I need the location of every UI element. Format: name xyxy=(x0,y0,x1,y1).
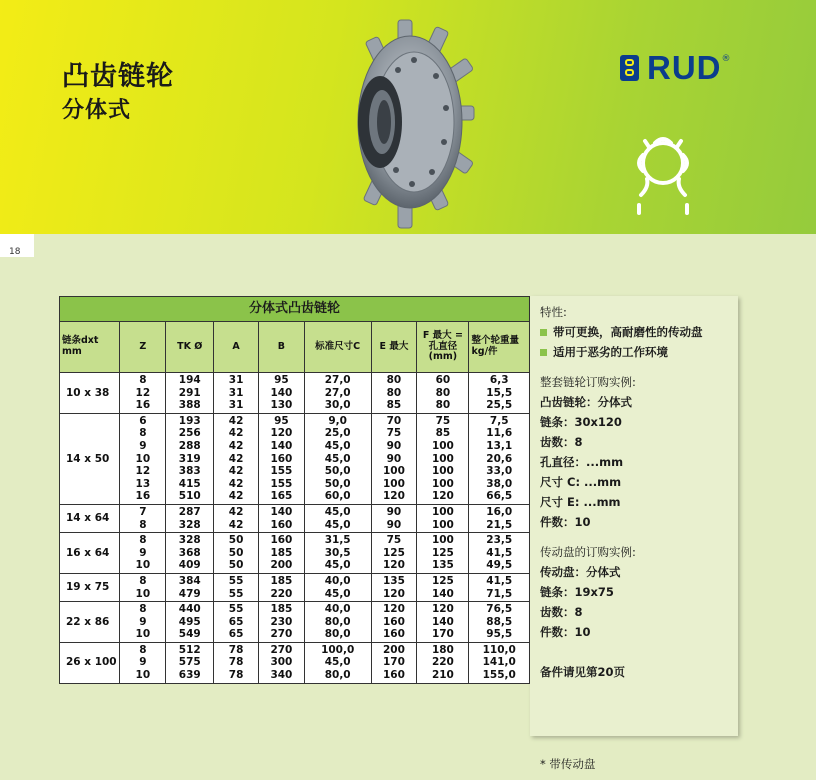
cell-chain: 16 x 64 xyxy=(60,533,120,574)
cell-value: 38,0 xyxy=(486,477,513,490)
cell-value: 193 xyxy=(178,414,201,427)
cell-value: 10 xyxy=(135,669,151,682)
cell-value: 10 xyxy=(135,587,151,600)
cell-w xyxy=(469,413,530,504)
cell-w xyxy=(469,642,530,683)
cell-value: 383 xyxy=(178,465,201,478)
cell-b xyxy=(258,573,304,601)
order1-title: 整套链轮订购实例: xyxy=(540,375,636,389)
cell-e xyxy=(371,504,417,532)
page-title: 凸齿链轮 xyxy=(62,61,174,92)
cell-value: 10 xyxy=(135,452,151,465)
cell-value: 130 xyxy=(270,399,293,412)
cell-w xyxy=(469,602,530,643)
cell-value: 31 xyxy=(228,374,244,386)
cell-f xyxy=(417,642,469,683)
cell-value: 180 xyxy=(431,643,454,656)
page-subtitle: 分体式 xyxy=(62,98,132,123)
header-b: B xyxy=(258,322,304,373)
cell-value: 100 xyxy=(431,534,454,547)
cell-value: 160 xyxy=(382,669,405,682)
cell-value: 7,5 xyxy=(489,414,509,427)
cell-z xyxy=(120,573,166,601)
cell-value: 41,5 xyxy=(486,546,513,559)
cell-f xyxy=(417,573,469,601)
cell-value: 100 xyxy=(382,465,405,478)
cell-value: 100 xyxy=(382,477,405,490)
header-c: 标准尺寸C xyxy=(304,322,371,373)
cell-value: 120 xyxy=(270,427,293,440)
cell-value: 270 xyxy=(270,628,293,641)
cell-value: 6,3 xyxy=(489,374,509,386)
cell-z xyxy=(120,373,166,414)
cell-value: 31 xyxy=(228,399,244,412)
cell-value: 42 xyxy=(228,414,244,427)
cell-value: 8 xyxy=(139,427,147,440)
cell-tk xyxy=(166,602,214,643)
cell-value: 55 xyxy=(228,574,244,587)
order2-line: 传动盘：分体式 xyxy=(540,565,621,579)
cell-value: 75 xyxy=(386,534,402,547)
cell-value: 140 xyxy=(431,587,454,600)
cell-b xyxy=(258,413,304,504)
table-row xyxy=(60,413,530,504)
cell-value: 40,0 xyxy=(324,603,351,616)
cell-value: 20,6 xyxy=(486,452,513,465)
cell-e xyxy=(371,533,417,574)
order2-title: 传动盘的订购实例: xyxy=(540,545,636,559)
cell-value: 78 xyxy=(228,643,244,656)
cell-value: 8 xyxy=(139,603,147,616)
cell-b xyxy=(258,533,304,574)
cell-value: 125 xyxy=(382,546,405,559)
cell-value: 328 xyxy=(178,534,201,547)
cell-value: 65 xyxy=(228,615,244,628)
table-row xyxy=(60,642,530,683)
cell-value: 165 xyxy=(270,490,293,503)
cell-value: 71,5 xyxy=(486,587,513,600)
cell-value: 42 xyxy=(228,518,244,531)
cell-value: 9 xyxy=(139,656,147,669)
cell-chain: 14 x 50 xyxy=(60,413,120,504)
cell-e xyxy=(371,642,417,683)
cell-value: 100 xyxy=(431,505,454,518)
cell-tk xyxy=(166,573,214,601)
cell-value: 95 xyxy=(274,374,289,386)
cell-value: 78 xyxy=(228,669,244,682)
cell-value: 160 xyxy=(270,534,293,547)
cell-chain: 26 x 100 xyxy=(60,642,120,683)
cell-value: 288 xyxy=(178,439,201,452)
cell-value: 10 xyxy=(135,559,151,572)
features-title: 特性: xyxy=(540,305,567,319)
cell-value: 42 xyxy=(228,505,244,518)
cell-value: 80,0 xyxy=(324,669,351,682)
cell-value: 110,0 xyxy=(482,643,516,656)
cell-value: 75 xyxy=(386,427,402,440)
cell-f xyxy=(417,413,469,504)
page-number: 18 xyxy=(9,247,21,257)
cell-value: 440 xyxy=(178,603,201,616)
cell-value: 170 xyxy=(382,656,405,669)
cell-chain: 22 x 86 xyxy=(60,602,120,643)
order1-line: 件数：10 xyxy=(540,515,591,529)
feature-item: 适用于恶劣的工作环境 xyxy=(540,342,728,362)
cell-e xyxy=(371,602,417,643)
order2-line: 齿数：8 xyxy=(540,605,583,619)
cell-value: 155,0 xyxy=(482,669,516,682)
cell-value: 160 xyxy=(382,628,405,641)
cell-value: 160 xyxy=(382,615,405,628)
cell-value: 200 xyxy=(382,643,405,656)
cell-value: 45,0 xyxy=(324,518,351,531)
cell-b xyxy=(258,642,304,683)
cell-value: 140 xyxy=(270,439,293,452)
cell-value: 42 xyxy=(228,465,244,478)
cell-c xyxy=(304,533,371,574)
cell-value: 287 xyxy=(178,505,201,518)
cell-value: 95 xyxy=(274,414,289,427)
cell-e xyxy=(371,413,417,504)
cell-value: 88,5 xyxy=(486,615,513,628)
cell-c xyxy=(304,602,371,643)
cell-value: 415 xyxy=(178,477,201,490)
cell-value: 45,0 xyxy=(324,439,351,452)
table-row xyxy=(60,602,530,643)
order2-line: 链条：19x75 xyxy=(540,585,614,599)
cell-value: 27,0 xyxy=(324,374,351,386)
cell-e xyxy=(371,573,417,601)
cell-value: 10 xyxy=(135,628,151,641)
cell-value: 78 xyxy=(228,656,244,669)
cell-value: 495 xyxy=(178,615,201,628)
cell-value: 15,5 xyxy=(486,386,513,399)
cell-value: 50 xyxy=(228,559,244,572)
cell-value: 31 xyxy=(228,386,244,399)
cell-b xyxy=(258,373,304,414)
cell-a xyxy=(214,413,259,504)
cell-w xyxy=(469,573,530,601)
cell-value: 125 xyxy=(431,574,454,587)
cell-f xyxy=(417,373,469,414)
cell-value: 100 xyxy=(431,518,454,531)
cell-value: 384 xyxy=(178,574,201,587)
cell-value: 49,5 xyxy=(486,559,513,572)
cell-e xyxy=(371,373,417,414)
cell-value: 549 xyxy=(178,628,201,641)
cell-value: 33,0 xyxy=(486,465,513,478)
cell-f xyxy=(417,533,469,574)
cell-value: 55 xyxy=(228,603,244,616)
cell-value: 45,0 xyxy=(324,452,351,465)
cell-value: 76,5 xyxy=(486,603,513,616)
brand-name: RUD xyxy=(647,49,722,86)
order1-line: 尺寸 C: ...mm xyxy=(540,475,622,489)
cell-value: 13,1 xyxy=(486,439,513,452)
cell-value: 90 xyxy=(386,518,402,531)
spare-parts-note: 备件请见第20页 xyxy=(540,665,626,679)
cell-chain: 10 x 38 xyxy=(60,373,120,414)
cell-value: 8 xyxy=(139,534,147,547)
cell-value: 13 xyxy=(135,477,151,490)
spec-table xyxy=(59,296,530,684)
cell-value: 11,6 xyxy=(486,427,513,440)
cell-value: 45,0 xyxy=(324,559,351,572)
info-panel xyxy=(530,296,738,771)
cell-value: 639 xyxy=(178,669,201,682)
cell-value: 210 xyxy=(431,669,454,682)
cell-value: 80,0 xyxy=(324,615,351,628)
cell-value: 9 xyxy=(139,439,147,452)
cell-value: 185 xyxy=(270,546,293,559)
cell-value: 9,0 xyxy=(328,414,347,427)
header-weight: 整个轮重量 kg/件 xyxy=(469,322,530,373)
cell-w xyxy=(469,373,530,414)
cell-value: 50 xyxy=(228,534,244,547)
cell-value: 340 xyxy=(270,669,293,682)
header-banner xyxy=(0,0,816,234)
cell-value: 120 xyxy=(382,587,405,600)
cell-value: 100,0 xyxy=(321,643,355,656)
cell-value: 25,0 xyxy=(324,427,351,440)
cell-c xyxy=(304,413,371,504)
cell-value: 256 xyxy=(178,427,201,440)
cell-value: 16,0 xyxy=(486,505,513,518)
cell-value: 200 xyxy=(270,559,293,572)
cell-value: 220 xyxy=(270,587,293,600)
cell-value: 6 xyxy=(139,414,147,427)
table-caption: 分体式凸齿链轮 xyxy=(60,297,530,322)
cell-value: 388 xyxy=(178,399,201,412)
cell-value: 230 xyxy=(270,615,293,628)
cell-value: 328 xyxy=(178,518,201,531)
cell-chain: 14 x 64 xyxy=(60,504,120,532)
cell-tk xyxy=(166,504,214,532)
footnote: * 带传动盘 xyxy=(540,757,596,771)
cell-value: 41,5 xyxy=(486,574,513,587)
cell-value: 7 xyxy=(139,505,147,518)
cell-value: 135 xyxy=(431,559,454,572)
cell-a xyxy=(214,373,259,414)
header-a: A xyxy=(214,322,259,373)
cell-value: 291 xyxy=(178,386,201,399)
cell-value: 42 xyxy=(228,490,244,503)
table-row xyxy=(60,573,530,601)
cell-f xyxy=(417,602,469,643)
cell-value: 9 xyxy=(139,546,147,559)
brand-registered: ® xyxy=(721,54,731,64)
cell-value: 100 xyxy=(431,439,454,452)
cell-value: 9 xyxy=(139,615,147,628)
cell-value: 125 xyxy=(431,546,454,559)
cell-value: 170 xyxy=(431,628,454,641)
cell-value: 55 xyxy=(228,587,244,600)
cell-value: 8 xyxy=(139,643,147,656)
cell-tk xyxy=(166,413,214,504)
cell-value: 512 xyxy=(178,643,201,656)
cell-a xyxy=(214,573,259,601)
cell-value: 141,0 xyxy=(482,656,516,669)
cell-value: 30,5 xyxy=(324,546,351,559)
cell-value: 60 xyxy=(435,374,451,386)
cell-value: 368 xyxy=(178,546,201,559)
cell-value: 479 xyxy=(178,587,201,600)
cell-value: 120 xyxy=(382,603,405,616)
cell-value: 45,0 xyxy=(324,656,351,669)
cell-value: 100 xyxy=(431,452,454,465)
cell-w xyxy=(469,504,530,532)
bullet-square-icon xyxy=(540,349,547,356)
cell-value: 120 xyxy=(382,490,405,503)
cell-value: 80,0 xyxy=(324,628,351,641)
cell-value: 12 xyxy=(135,386,151,399)
cell-value: 50,0 xyxy=(324,465,351,478)
order2-line: 件数：10 xyxy=(540,625,591,639)
cell-z xyxy=(120,533,166,574)
cell-value: 120 xyxy=(431,490,454,503)
cell-value: 23,5 xyxy=(486,534,513,547)
cell-c xyxy=(304,373,371,414)
header-f: F 最大 =孔直径 (mm) xyxy=(417,322,469,373)
cell-chain: 19 x 75 xyxy=(60,573,120,601)
cell-value: 575 xyxy=(178,656,201,669)
bullet-square-icon xyxy=(540,329,547,336)
header-chain: 链条dxt mm xyxy=(60,322,120,373)
cell-value: 42 xyxy=(228,439,244,452)
cell-value: 140 xyxy=(270,505,293,518)
order1-line: 凸齿链轮：分体式 xyxy=(540,395,632,409)
cell-value: 8 xyxy=(139,374,147,386)
cell-value: 155 xyxy=(270,465,293,478)
cell-value: 155 xyxy=(270,477,293,490)
cell-value: 16 xyxy=(135,399,151,412)
cell-tk xyxy=(166,642,214,683)
cell-z xyxy=(120,413,166,504)
cell-value: 80 xyxy=(435,399,451,412)
cell-value: 80 xyxy=(386,386,402,399)
cell-b xyxy=(258,504,304,532)
cell-value: 30,0 xyxy=(324,399,351,412)
cell-value: 50,0 xyxy=(324,477,351,490)
cell-value: 135 xyxy=(382,574,405,587)
cell-value: 300 xyxy=(270,656,293,669)
cell-value: 21,5 xyxy=(486,518,513,531)
cell-c xyxy=(304,573,371,601)
cell-value: 100 xyxy=(431,465,454,478)
table-row xyxy=(60,504,530,532)
cell-value: 12 xyxy=(135,465,151,478)
cell-value: 70 xyxy=(386,414,402,427)
cell-value: 140 xyxy=(431,615,454,628)
cell-value: 120 xyxy=(431,603,454,616)
feature-item: 带可更换，高耐磨性的传动盘 xyxy=(540,322,728,342)
cell-tk xyxy=(166,533,214,574)
cell-z xyxy=(120,642,166,683)
cell-value: 42 xyxy=(228,427,244,440)
cell-a xyxy=(214,533,259,574)
cell-value: 319 xyxy=(178,452,201,465)
cell-value: 194 xyxy=(178,374,201,386)
cell-value: 270 xyxy=(270,643,293,656)
cell-value: 80 xyxy=(435,386,451,399)
cell-value: 80 xyxy=(386,374,402,386)
sprocket-product-image xyxy=(340,18,480,233)
spec-table-body xyxy=(60,373,530,684)
cell-c xyxy=(304,642,371,683)
cell-value: 85 xyxy=(386,399,402,412)
cell-value: 409 xyxy=(178,559,201,572)
cell-value: 45,0 xyxy=(324,587,351,600)
cell-value: 75 xyxy=(435,414,451,427)
cell-value: 140 xyxy=(270,386,293,399)
cell-value: 45,0 xyxy=(324,505,351,518)
order1-line: 孔直径：...mm xyxy=(540,455,624,469)
table-row xyxy=(60,373,530,414)
header-z: Z xyxy=(120,322,166,373)
chain-wheel-icon xyxy=(625,125,705,225)
cell-value: 25,5 xyxy=(486,399,513,412)
cell-value: 27,0 xyxy=(324,386,351,399)
cell-value: 50 xyxy=(228,546,244,559)
cell-value: 16 xyxy=(135,490,151,503)
cell-value: 60,0 xyxy=(324,490,351,503)
cell-value: 120 xyxy=(382,559,405,572)
cell-a xyxy=(214,642,259,683)
table-row xyxy=(60,533,530,574)
cell-value: 160 xyxy=(270,518,293,531)
cell-value: 185 xyxy=(270,574,293,587)
cell-value: 160 xyxy=(270,452,293,465)
cell-tk xyxy=(166,373,214,414)
cell-value: 90 xyxy=(386,505,402,518)
header-tk: TK Ø xyxy=(166,322,214,373)
cell-value: 90 xyxy=(386,452,402,465)
cell-value: 40,0 xyxy=(324,574,351,587)
cell-value: 90 xyxy=(386,439,402,452)
cell-z xyxy=(120,504,166,532)
cell-value: 185 xyxy=(270,603,293,616)
cell-c xyxy=(304,504,371,532)
spec-table-wrap xyxy=(59,296,530,684)
cell-value: 42 xyxy=(228,452,244,465)
cell-value: 65 xyxy=(228,628,244,641)
cell-b xyxy=(258,602,304,643)
cell-a xyxy=(214,602,259,643)
cell-value: 85 xyxy=(435,427,451,440)
cell-value: 8 xyxy=(139,574,147,587)
rud-logo xyxy=(620,50,731,86)
cell-value: 31,5 xyxy=(324,534,351,547)
cell-z xyxy=(120,602,166,643)
cell-value: 66,5 xyxy=(486,490,513,503)
cell-w xyxy=(469,533,530,574)
cell-value: 220 xyxy=(431,656,454,669)
cell-value: 510 xyxy=(178,490,201,503)
rud-logo-mark-icon xyxy=(620,55,639,81)
order1-line: 链条：30x120 xyxy=(540,415,622,429)
cell-f xyxy=(417,504,469,532)
order1-line: 齿数：8 xyxy=(540,435,583,449)
cell-value: 100 xyxy=(431,477,454,490)
cell-value: 42 xyxy=(228,477,244,490)
header-e: E 最大 xyxy=(371,322,417,373)
cell-a xyxy=(214,504,259,532)
cell-value: 95,5 xyxy=(486,628,513,641)
cell-value: 8 xyxy=(139,518,147,531)
order1-line: 尺寸 E: ...mm xyxy=(540,495,621,509)
